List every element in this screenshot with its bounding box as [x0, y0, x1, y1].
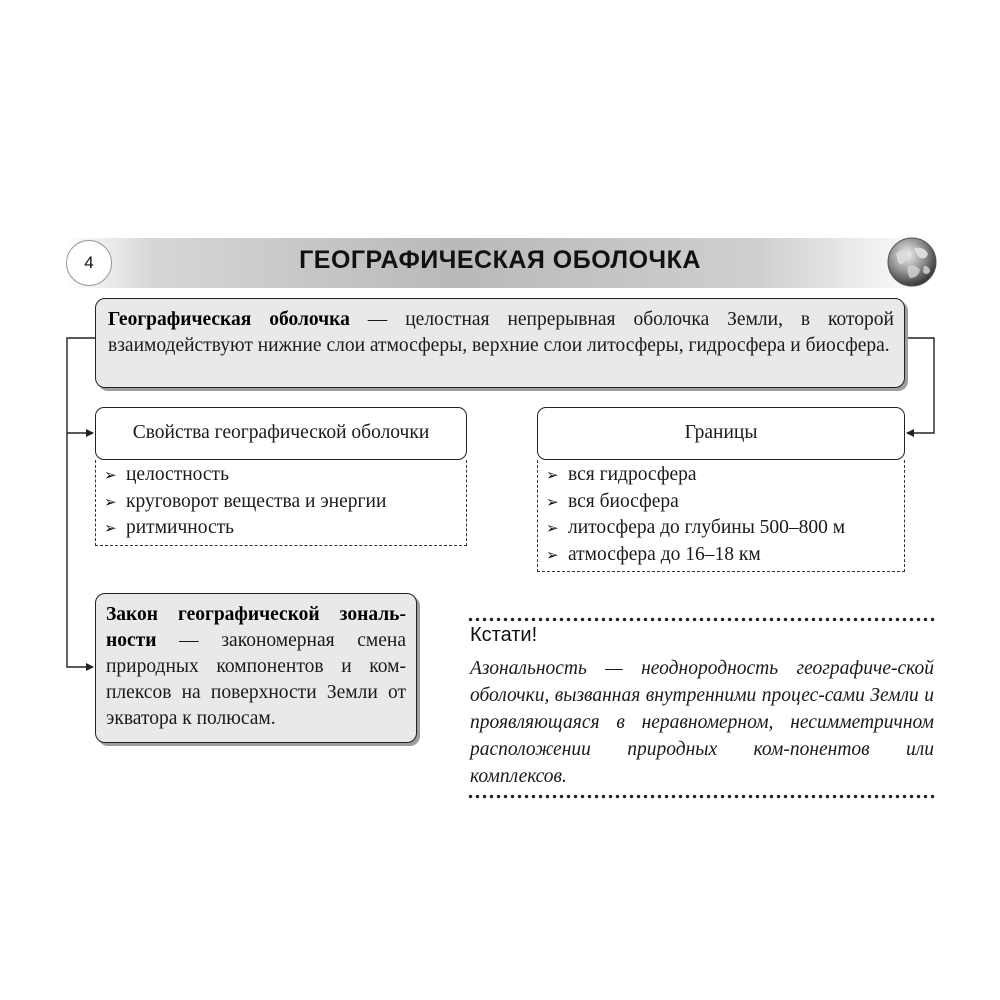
arrow-bullet-icon: ➢: [546, 492, 559, 511]
boundaries-header: Границы: [537, 407, 905, 460]
list-item: ➢ атмосфера до 16–18 км: [546, 542, 904, 569]
list-item: ➢ вся биосфера: [546, 489, 904, 516]
page-title: ГЕОГРАФИЧЕСКАЯ ОБОЛОЧКА: [299, 246, 701, 274]
law-box: [95, 593, 417, 743]
connector-left: [67, 338, 95, 667]
page-number: 4: [66, 240, 112, 286]
arrow-bullet-icon: ➢: [546, 545, 559, 564]
definition-body: — целостная непрерывная оболочка Земли, в которой взаимодействуют нижние слои атмосферы, верхние слои литосферы, гидросфера и биосфера.: [108, 309, 894, 356]
definition-term: Географическая оболочка: [108, 309, 350, 330]
properties-list: [95, 460, 467, 546]
law-term: Закон географической зональ-ности: [106, 604, 406, 651]
aside-text: Азональность — неоднородность географиче-ской оболочки, вызванная внутренними процес-сами Земли и проявляющаяся в неравномерном, несимметричном расположении природных ком-понентов или комплексов.: [470, 658, 934, 787]
dotted-divider-top: [467, 617, 937, 622]
properties-header: Свойства географической оболочки: [95, 407, 467, 460]
list-item: ➢ целостность: [104, 462, 466, 489]
arrow-bullet-icon: ➢: [104, 492, 117, 511]
aside-title: Кстати!: [470, 624, 538, 646]
definition-box: [95, 298, 905, 388]
list-item: ➢ вся гидросфера: [546, 462, 904, 489]
globe-icon: [886, 236, 938, 288]
law-body: — закономерная смена природных компонентов и ком-плексов на поверхности Земли от экватора к полюсам.: [106, 630, 406, 729]
arrow-bullet-icon: ➢: [104, 466, 117, 484]
definition-text: [108, 307, 894, 359]
arrow-bullet-icon: ➢: [546, 519, 559, 537]
arrow-bullet-icon: ➢: [546, 466, 559, 484]
law-text: [106, 602, 406, 732]
list-item: ➢ круговорот вещества и энергии: [104, 489, 466, 516]
list-item: ➢ ритмичность: [104, 515, 466, 542]
dotted-divider-bottom: [467, 794, 937, 799]
list-item: ➢ литосфера до глубины 500–800 м: [546, 515, 904, 542]
boundaries-list: [537, 460, 905, 572]
arrow-bullet-icon: ➢: [104, 519, 117, 537]
connector-right: [905, 338, 934, 433]
